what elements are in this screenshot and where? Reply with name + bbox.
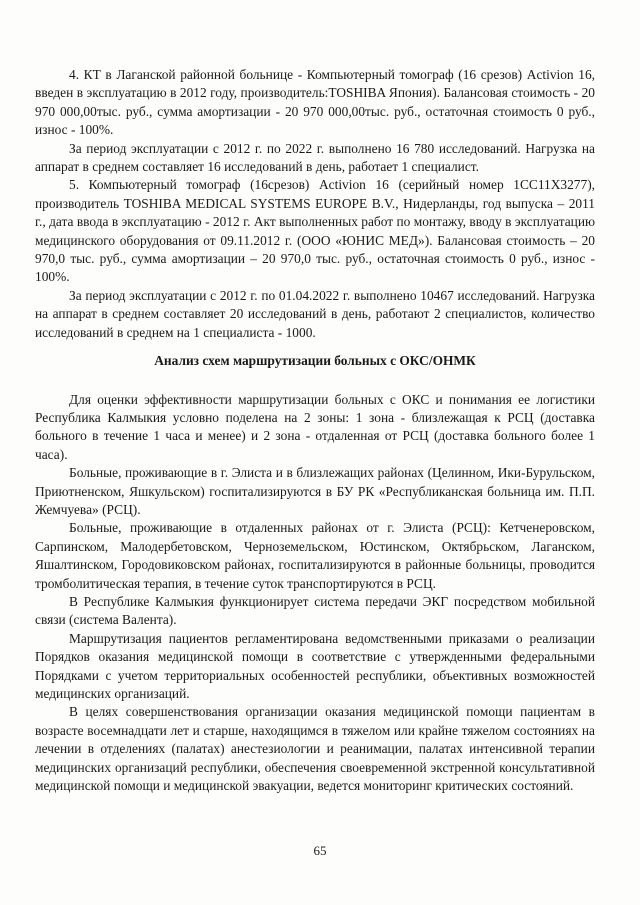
paragraph-routing-orders: Маршрутизация пациентов регламентирована ведомственными приказами о реализации Порядков оказания медицинской помощи в соответствие с утвержденными федеральными Порядками с учетом территориальных особенностей республики, объективных возможностей медицинских организаций.: [35, 630, 595, 701]
page-number: 65: [313, 843, 327, 858]
paragraph-remote-districts: Больные, проживающие в отдаленных районах от г. Элиста (РСЦ): Кетченеровском, Сарпинском, Малодербетовском, Черноземельском, Юстинском, Октябрьском, Лаганском, Яшалтинском, Городовиковском районах, госпитализируются в районные больницы, проводится тромболитическая терапия, в течение суток транспортируются в РСЦ.: [35, 520, 595, 591]
paragraph-zones: Для оценки эффективности маршрутизации больных с ОКС и понимания ее логистики Республика Калмыкия условно поделена на 2 зоны: 1 зона - близлежащая к РСЦ (доставка больного в течение 1 часа и менее) и 2 зона - отдаленная от РСЦ (доставка больного более 1 часа).: [35, 391, 595, 462]
paragraph-ct-laganskaya-usage: За период эксплуатации с 2012 г. по 2022 г. выполнено 16 780 исследований. Нагрузка на аппарат в среднем составляет 16 исследований в день, работает 1 специалист.: [35, 140, 595, 175]
paragraph-ct-activion-serial: 5. Компьютерный томограф (16срезов) Activion 16 (серийный номер 1CC11X3277), производитель TOSHIBA MEDICAL SYSTEMS EUROPE B.V., Нидерланды, год выпуска – 2011 г., дата ввода в эксплуатацию - 2012 г. Акт выполненных работ по монтажу, вводу в эксплуатацию медицинского оборудования от 09.11.2012 г. (ООО «ЮНИС МЕД»). Балансовая стоимость – 20 970,0 тыс. руб., сумма амортизации – 20 970,0 тыс. руб., остаточная стоимость 0 руб., износ - 100%.: [35, 177, 595, 285]
paragraph-ecg-system: В Республике Калмыкия функционирует система передачи ЭКГ посредством мобильной связи (система Валента).: [35, 593, 595, 628]
section-heading: Анализ схем маршрутизации больных с ОКС/ОНМК: [154, 353, 476, 369]
paragraph-ct-laganskaya: 4. КТ в Лаганской районной больнице - Компьютерный томограф (16 срезов) Activion 16, введен в эксплуатацию в 2012 году, производитель:TOSHIBA Япония). Балансовая стоимость - 20 970 000,00тыс. руб., сумма амортизации - 20 970 000,00тыс. руб., остаточная стоимость 0 руб., износ - 100%.: [35, 67, 595, 138]
paragraph-ct-activion-usage: За период эксплуатации с 2012 г. по 01.04.2022 г. выполнено 10467 исследований. Нагрузка на аппарат в среднем составляет 20 исследований в день, работают 2 специалистов, количество исследований в среднем на 1 специалиста - 1000.: [35, 287, 595, 340]
page-body: [35, 66, 595, 795]
paragraph-monitoring: В целях совершенствования организации оказания медицинской помощи пациентам в возрасте восемнадцати лет и старше, находящимся в тяжелом или крайне тяжелом состояниях на лечении в отделениях (палатах) анестезиологии и реанимации, палатах интенсивной терапии медицинских организаций республики, обеспечения своевременной экстренной консультативной медицинской помощи и медицинской эвакуации, ведется мониторинг критических состояний.: [35, 704, 595, 794]
paragraph-near-districts: Больные, проживающие в г. Элиста и в близлежащих районах (Целинном, Ики-Бурульском, Приютненском, Яшкульском) госпитализируются в БУ РК «Республиканская больница им. П.П. Жемчуева» (РСЦ).: [35, 465, 595, 517]
